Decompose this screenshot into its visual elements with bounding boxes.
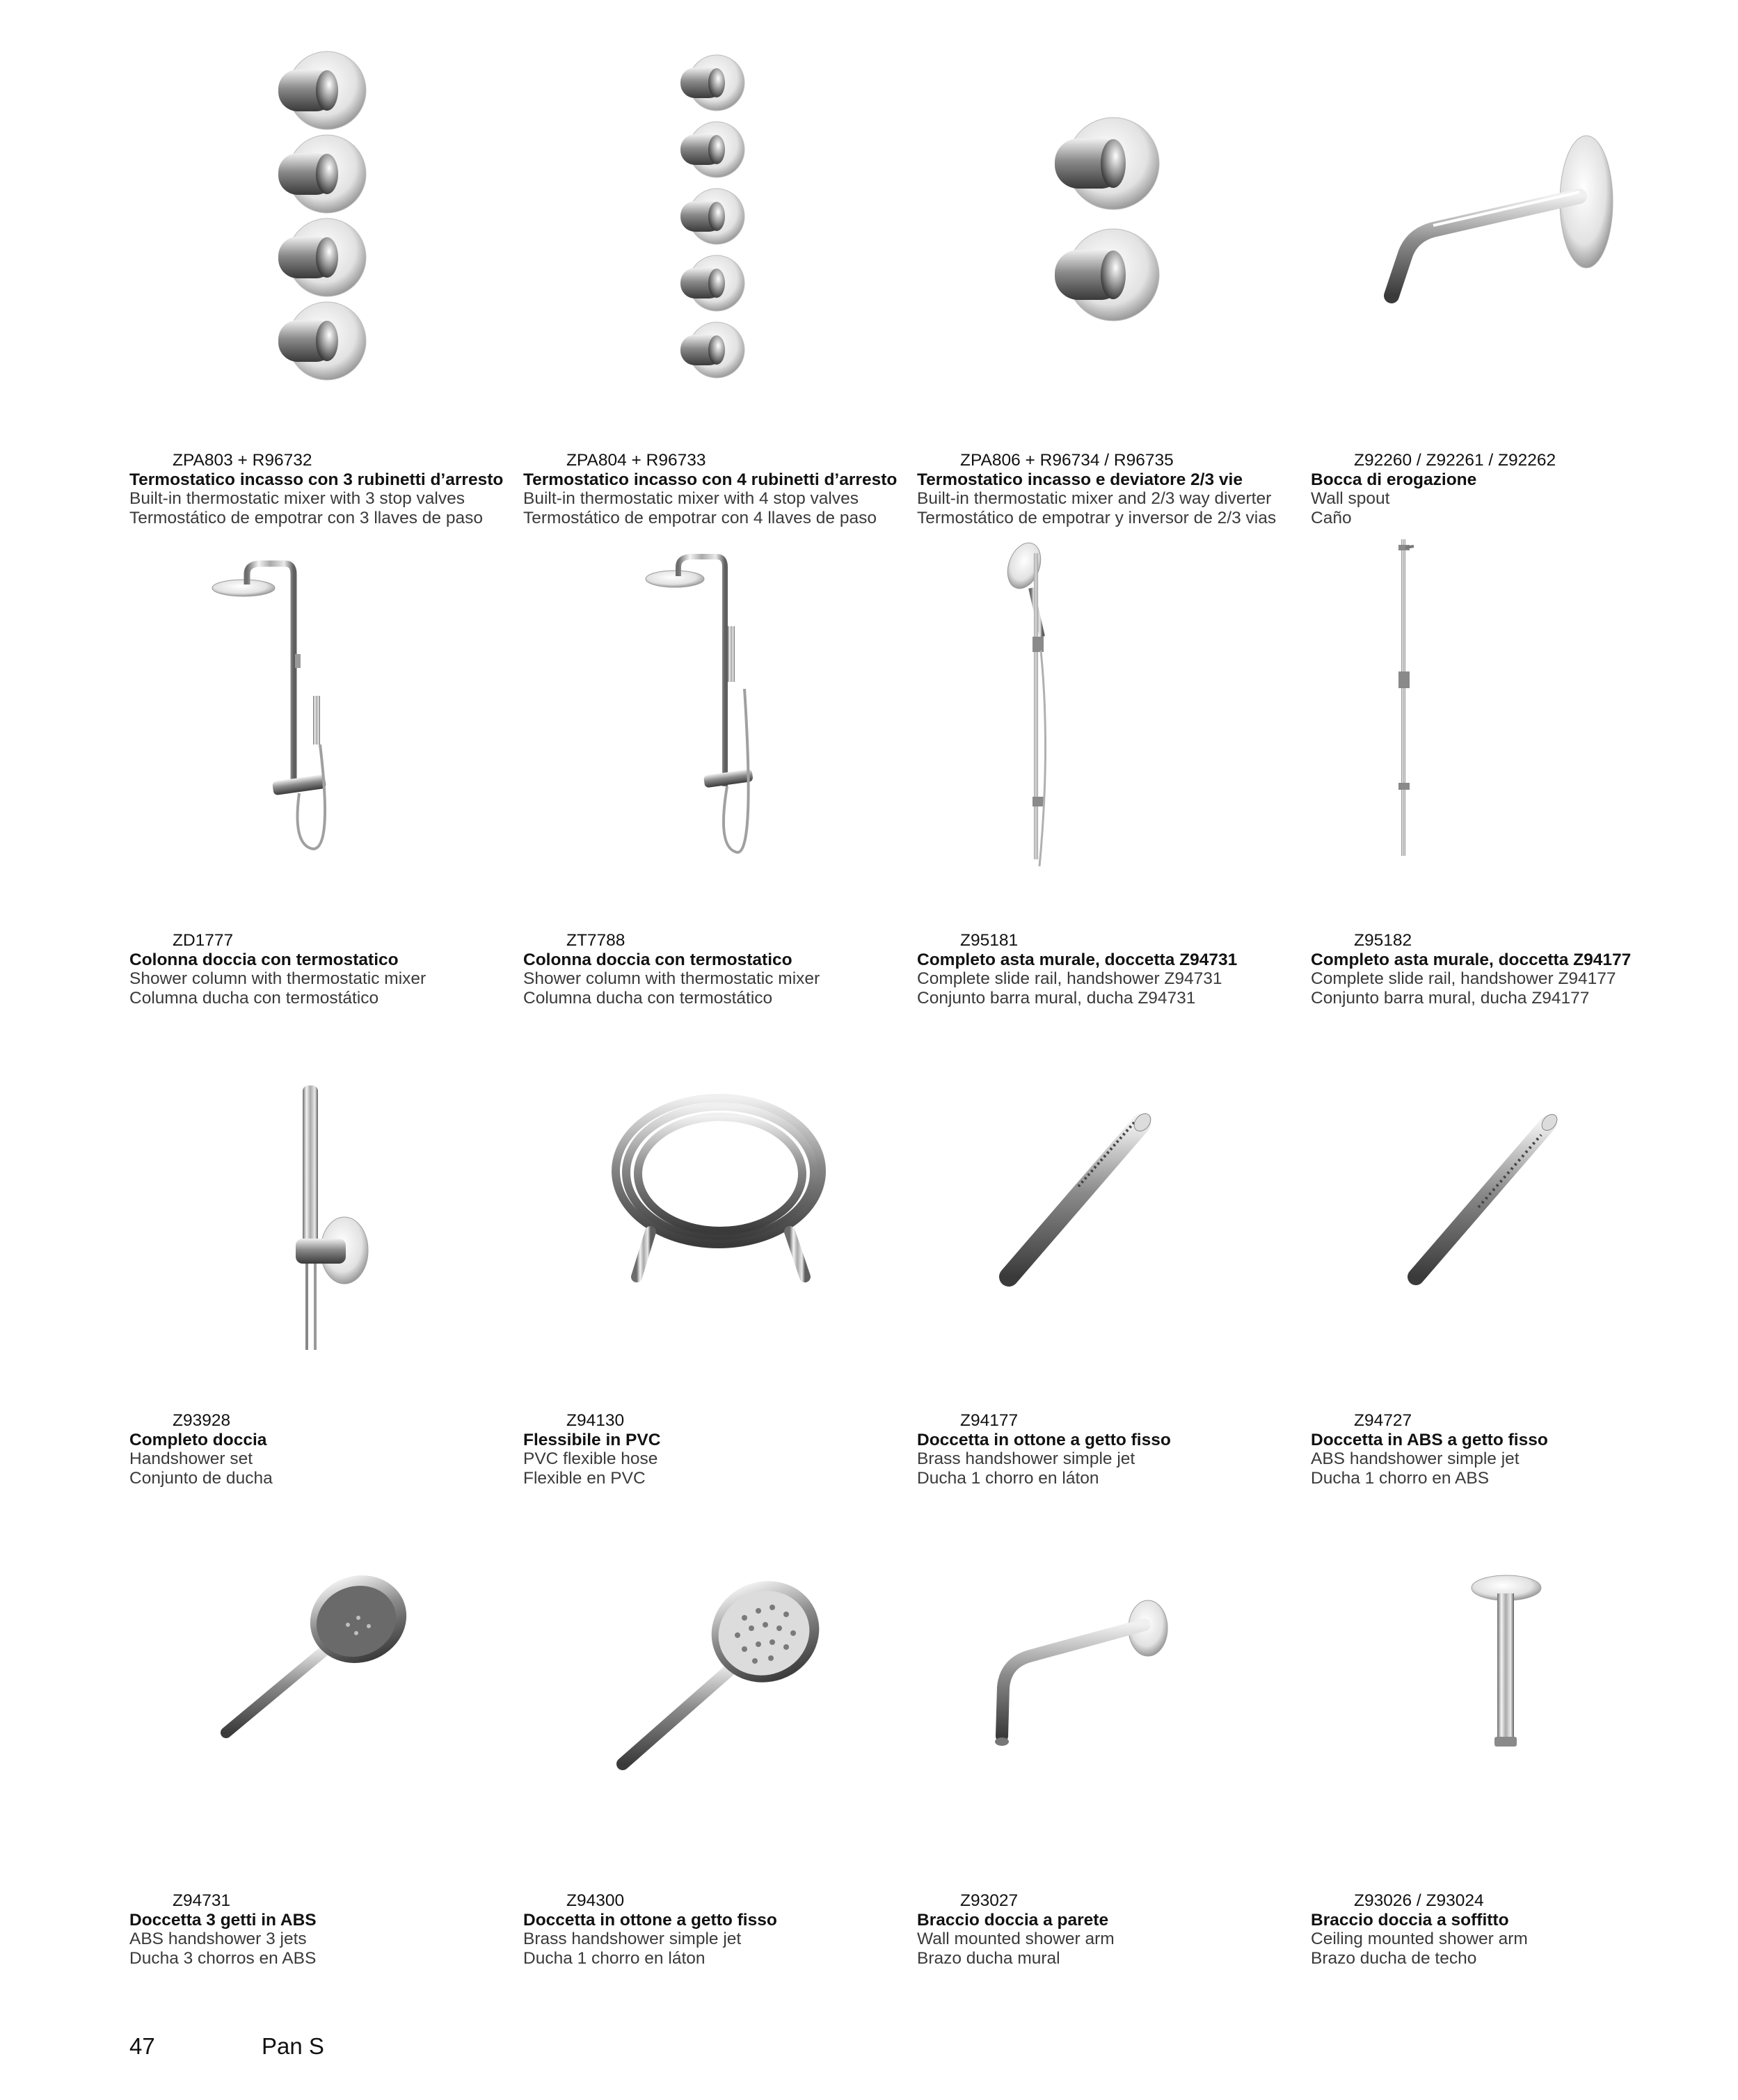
product-name-it: Braccio doccia a soffitto <box>1311 1910 1509 1930</box>
product-name-en: Built-in thermostatic mixer and 2/3 way diverter <box>917 489 1272 508</box>
product-code: Z93026 / Z93024 <box>1354 1891 1484 1910</box>
product-name-it: Colonna doccia con termostatico <box>523 950 792 969</box>
product-name-it: Termostatico incasso e deviatore 2/3 vie <box>917 470 1243 489</box>
product-name-it: Termostatico incasso con 4 rubinetti d’arresto <box>523 470 898 489</box>
product-code: Z95181 <box>960 931 1019 950</box>
four-knobs-icon <box>257 49 376 383</box>
product-name-en: Shower column with thermostatic mixer <box>129 969 426 988</box>
product-name-en: Built-in thermostatic mixer with 3 stop valves <box>129 489 465 508</box>
product-name-es: Conjunto barra mural, ducha Z94731 <box>917 988 1196 1008</box>
handshower-set-icon <box>282 1085 379 1350</box>
product-name-en: Handshower set <box>129 1449 253 1468</box>
product-code: Z94731 <box>173 1891 231 1910</box>
product-name-es: Ducha 1 chorro en láton <box>523 1948 705 1968</box>
product-code: Z94130 <box>566 1411 625 1430</box>
product-name-it: Braccio doccia a parete <box>917 1910 1109 1930</box>
product-name-it: Doccetta in ottone a getto fisso <box>917 1430 1171 1449</box>
two-knobs-icon <box>1044 115 1162 324</box>
product-name-en: Shower column with thermostatic mixer <box>523 969 820 988</box>
round-handshower-icon <box>209 1569 424 1743</box>
collection-name: Pan S <box>262 2033 324 2059</box>
product-code: Z94177 <box>960 1411 1019 1430</box>
product-name-es: Ducha 1 chorro en ABS <box>1311 1468 1490 1488</box>
product-name-it: Completo asta murale, doccetta Z94731 <box>917 950 1238 969</box>
product-name-it: Termostatico incasso con 3 rubinetti d’arresto <box>129 470 504 489</box>
product-code: Z95182 <box>1354 931 1412 950</box>
product-name-es: Termostático de empotrar con 4 llaves de paso <box>523 508 877 527</box>
product-code: ZT7788 <box>566 931 625 950</box>
product-name-en: Wall spout <box>1311 489 1390 508</box>
product-code: Z94300 <box>566 1891 625 1910</box>
product-name-en: Ceiling mounted shower arm <box>1311 1930 1528 1948</box>
product-name-en: Complete slide rail, handshower Z94731 <box>917 969 1222 988</box>
wall-spout-icon <box>1378 132 1628 306</box>
product-name-it: Completo asta murale, doccetta Z94177 <box>1311 950 1632 969</box>
product-name-it: Flessibile in PVC <box>523 1430 661 1449</box>
product-code: Z92260 / Z92261 / Z92262 <box>1354 451 1556 470</box>
wall-shower-arm-icon <box>981 1597 1176 1757</box>
product-code: ZPA806 + R96734 / R96735 <box>960 451 1174 470</box>
product-name-it: Doccetta 3 getti in ABS <box>129 1910 317 1930</box>
product-code: ZPA804 + R96733 <box>566 451 706 470</box>
product-name-es: Termostático de empotrar con 3 llaves de paso <box>129 508 483 527</box>
product-name-it: Doccetta in ottone a getto fisso <box>523 1910 777 1930</box>
product-code: Z93027 <box>960 1891 1019 1910</box>
stick-handshower-icon <box>1395 1110 1565 1294</box>
product-name-it: Completo doccia <box>129 1430 267 1449</box>
product-code: Z94727 <box>1354 1411 1412 1430</box>
product-name-es: Ducha 1 chorro en láton <box>917 1468 1099 1488</box>
product-name-en: ABS handshower 3 jets <box>129 1930 307 1948</box>
flexible-hose-icon <box>609 1089 831 1291</box>
product-name-it: Bocca di erogazione <box>1311 470 1477 489</box>
shower-column-icon <box>209 536 362 856</box>
product-name-es: Columna ducha con termostático <box>523 988 773 1008</box>
product-name-es: Brazo ducha de techo <box>1311 1948 1477 1968</box>
ceiling-shower-arm-icon <box>1468 1573 1545 1753</box>
page-number: 47 <box>129 2033 155 2059</box>
product-name-es: Conjunto barra mural, ducha Z94177 <box>1311 988 1590 1008</box>
product-name-es: Columna ducha con termostático <box>129 988 379 1008</box>
product-name-es: Termostático de empotrar y inversor de 2/3 vias <box>917 508 1277 527</box>
product-name-es: Ducha 3 chorros en ABS <box>129 1948 317 1968</box>
product-name-en: Brass handshower simple jet <box>917 1449 1135 1468</box>
product-name-es: Caño <box>1311 508 1352 527</box>
round-handshower-icon <box>605 1576 835 1778</box>
slide-rail-icon <box>1385 539 1426 859</box>
product-name-en: Built-in thermostatic mixer with 4 stop valves <box>523 489 859 508</box>
shower-column-icon <box>640 536 779 863</box>
product-name-en: Wall mounted shower arm <box>917 1930 1115 1948</box>
product-name-en: Brass handshower simple jet <box>523 1930 742 1948</box>
five-knobs-icon <box>668 52 751 386</box>
product-code: ZPA803 + R96732 <box>173 451 312 470</box>
product-name-it: Colonna doccia con termostatico <box>129 950 399 969</box>
product-name-en: Complete slide rail, handshower Z94177 <box>1311 969 1616 988</box>
product-name-en: ABS handshower simple jet <box>1311 1449 1520 1468</box>
product-name-it: Doccetta in ABS a getto fisso <box>1311 1430 1548 1449</box>
product-name-es: Conjunto de ducha <box>129 1468 273 1488</box>
product-code: ZD1777 <box>173 931 234 950</box>
slide-rail-icon <box>1002 539 1071 873</box>
product-name-es: Flexible en PVC <box>523 1468 646 1488</box>
product-code: Z93928 <box>173 1411 231 1430</box>
product-name-es: Brazo ducha mural <box>917 1948 1060 1968</box>
product-name-en: PVC flexible hose <box>523 1449 658 1468</box>
stick-handshower-icon <box>988 1110 1158 1294</box>
